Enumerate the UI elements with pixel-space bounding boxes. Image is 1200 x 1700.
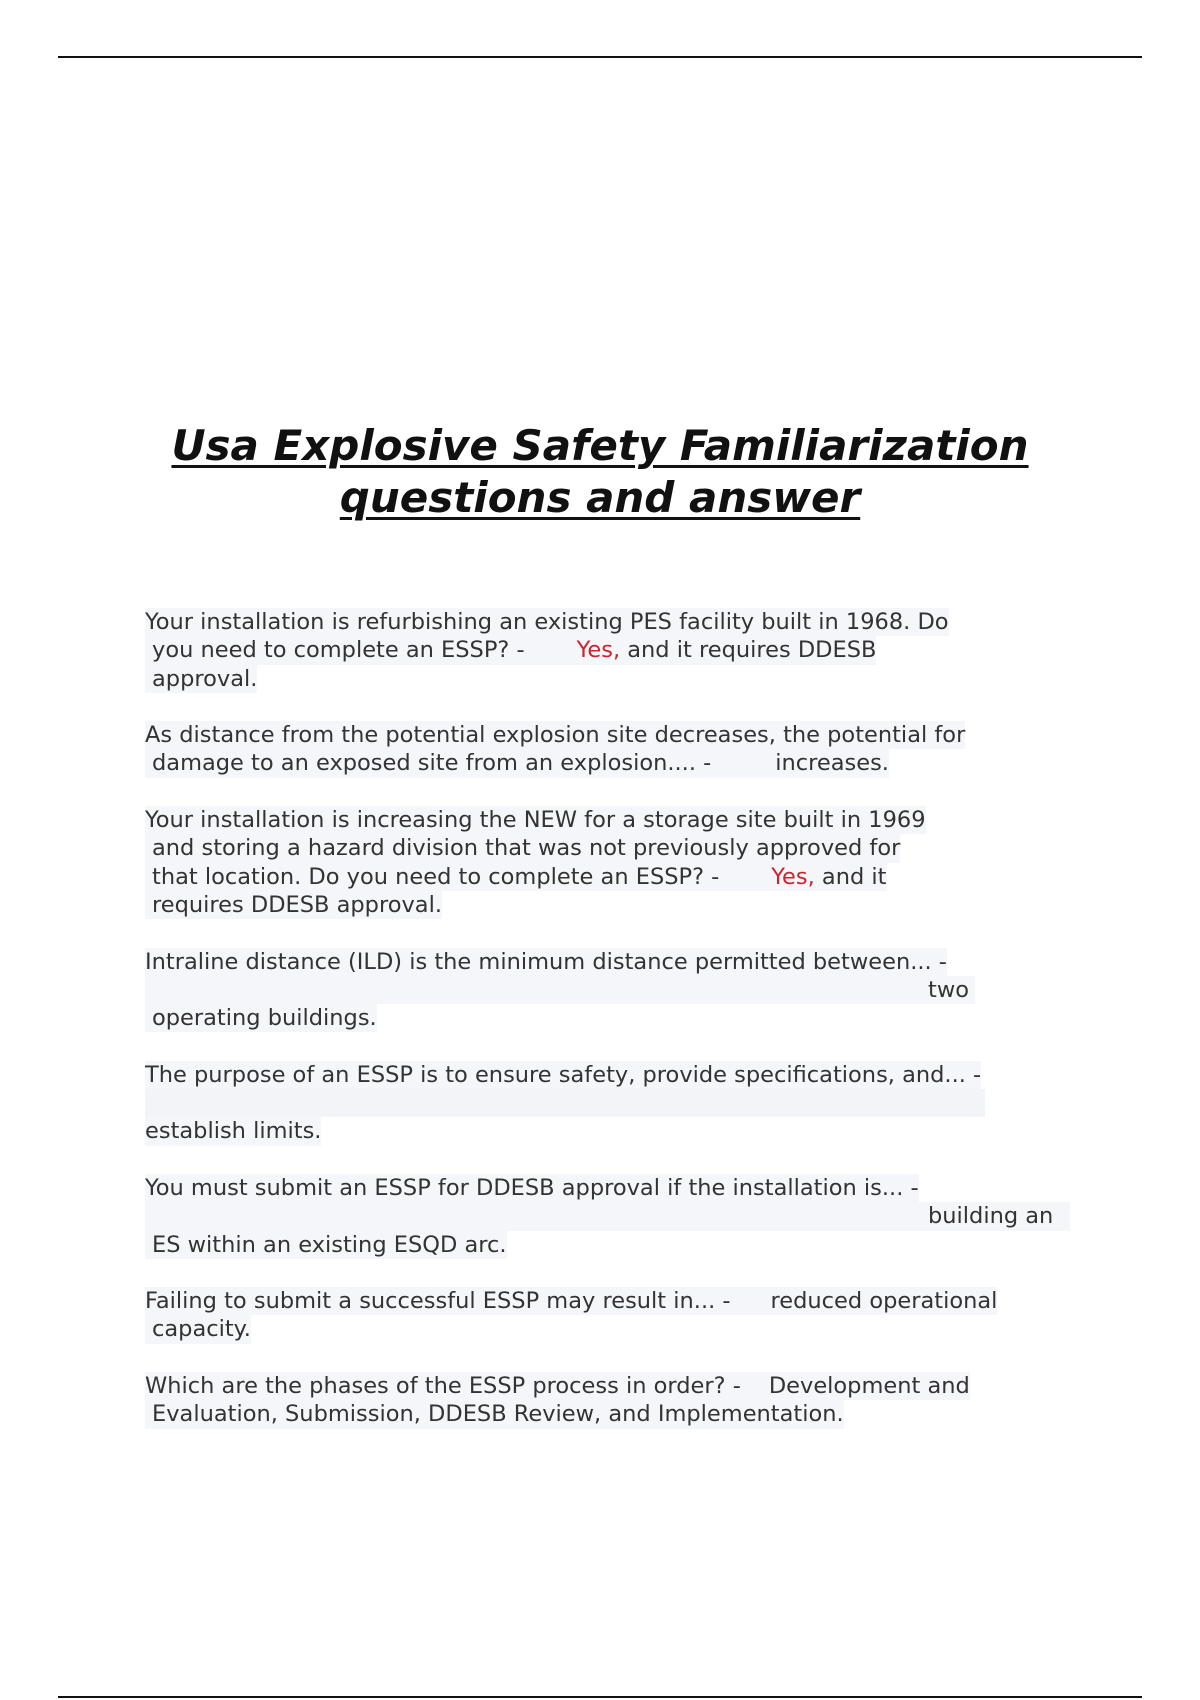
answer-text: and it requires DDESB xyxy=(620,637,877,664)
question-text: you need to complete an ESSP? - xyxy=(152,637,525,664)
question-text: Your installation is increasing the NEW for a storage site built in 1969 xyxy=(145,807,926,834)
answer-text: Development and xyxy=(768,1373,970,1400)
question-text: As distance from the potential explosion site decreases, the potential for xyxy=(145,722,966,749)
qa-item xyxy=(145,608,1085,693)
qa-list xyxy=(145,608,1085,1457)
qa-item xyxy=(145,1287,1085,1344)
answer-highlight: Yes, xyxy=(576,637,621,664)
qa-item xyxy=(145,1174,1085,1259)
question-text: You must submit an ESSP for DDESB approval if the installation is... - xyxy=(145,1174,919,1201)
answer-text: reduced operational xyxy=(770,1288,998,1315)
title-line-2: questions and answer xyxy=(339,473,861,523)
question-text: Which are the phases of the ESSP process in order? - xyxy=(145,1373,741,1400)
title-line-1: Usa Explosive Safety Familiarization xyxy=(171,421,1029,471)
question-text: and storing a hazard division that was not previously approved for xyxy=(152,835,901,862)
answer-highlight: Yes, xyxy=(771,863,815,890)
qa-item xyxy=(145,806,1085,919)
qa-item xyxy=(145,948,1085,1033)
question-text: The purpose of an ESSP is to ensure safety, provide specifications, and... - xyxy=(145,1061,982,1088)
top-rule xyxy=(58,56,1142,58)
answer-text: approval. xyxy=(152,665,258,692)
question-text: Your installation is refurbishing an existing PES facility built in 1968. Do xyxy=(145,609,949,635)
answer-text: Evaluation, Submission, DDESB Review, and Implementation. xyxy=(152,1401,844,1428)
answer-text: operating buildings. xyxy=(152,1005,377,1032)
qa-item xyxy=(145,721,1085,778)
question-text: Failing to submit a successful ESSP may result in... - xyxy=(145,1288,731,1315)
question-text: damage to an exposed site from an explosion.... - xyxy=(152,750,712,777)
question-text: that location. Do you need to complete an ESSP? - xyxy=(152,863,720,890)
answer-text: requires DDESB approval. xyxy=(152,891,442,918)
qa-item xyxy=(145,1061,1085,1146)
answer-text: increases. xyxy=(775,750,889,777)
document-title xyxy=(100,420,1100,524)
answer-text: two xyxy=(928,976,969,1003)
answer-spacer xyxy=(145,1089,985,1117)
bottom-rule xyxy=(58,1696,1142,1698)
answer-text: ES within an existing ESQD arc. xyxy=(152,1231,507,1258)
qa-item xyxy=(145,1372,1085,1429)
answer-text: establish limits. xyxy=(145,1118,322,1145)
question-text: Intraline distance (ILD) is the minimum distance permitted between... - xyxy=(145,948,947,975)
answer-text: and it xyxy=(814,863,887,890)
answer-text: building an xyxy=(928,1203,1054,1230)
answer-text: capacity. xyxy=(152,1316,251,1343)
